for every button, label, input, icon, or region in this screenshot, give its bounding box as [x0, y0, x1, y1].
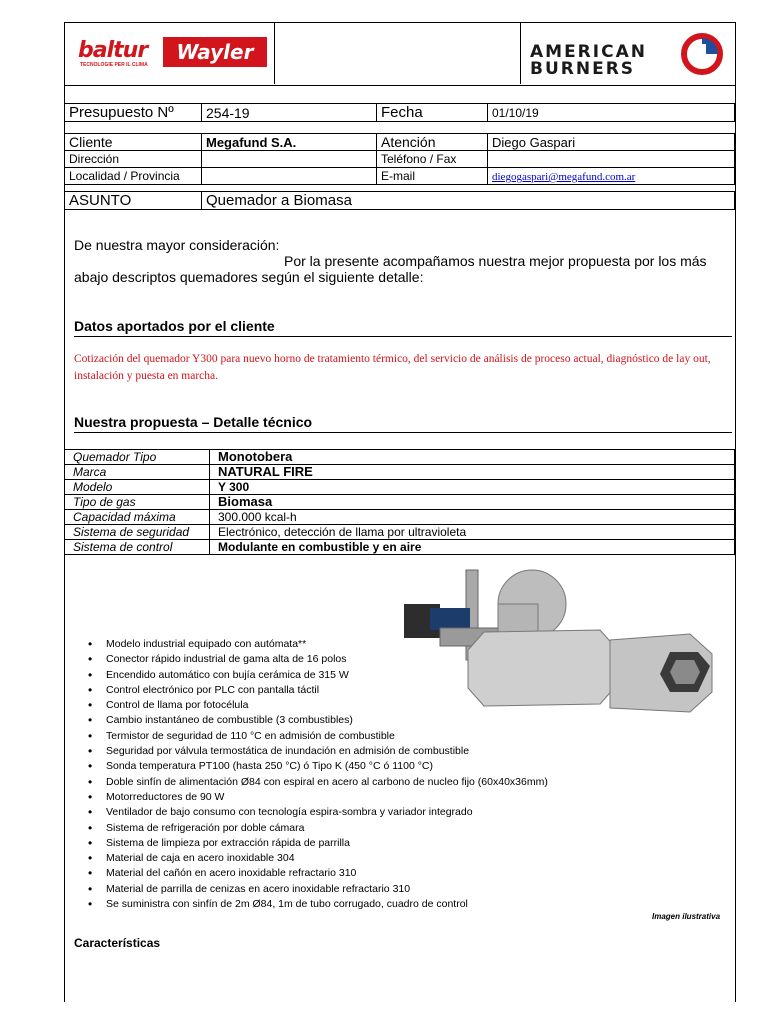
asunto-label: ASUNTO — [65, 192, 202, 210]
spec-row — [65, 450, 735, 465]
proposal-title: Nuestra propuesta – Detalle técnico — [74, 414, 732, 433]
fecha-value: 01/10/19 — [488, 104, 735, 122]
feature-item: • Modelo industrial equipado con autómata** — [86, 637, 548, 652]
telefono-value — [488, 151, 735, 168]
wayler-logo: Wayler — [163, 37, 267, 67]
email-link[interactable]: diegogaspari@megafund.com.ar — [492, 171, 636, 183]
specs-table — [64, 449, 735, 555]
spec-row — [65, 495, 735, 510]
spec-key: Tipo de gas — [65, 495, 210, 510]
cliente-label: Cliente — [65, 134, 202, 151]
american-burners-mark-icon — [680, 32, 724, 76]
spec-key: Sistema de control — [65, 540, 210, 555]
spec-key: Sistema de seguridad — [65, 525, 210, 540]
fecha-label: Fecha — [377, 104, 488, 122]
spec-row — [65, 465, 735, 480]
localidad-value — [202, 168, 377, 185]
spec-key: Quemador Tipo — [65, 450, 210, 465]
feature-item: • Seguridad por válvula termostática de inundación en admisión de combustible — [86, 744, 548, 759]
client-data-text: Cotización del quemador Y300 para nuevo horno de tratamiento térmico, del servicio de análisis de proceso actual, diagnóstico de lay out, instalación y puesta en marcha. — [74, 353, 711, 382]
feature-item: • Se suministra con sinfín de 2m Ø84, 1m de tubo corrugado, cuadro de control — [86, 897, 548, 912]
feature-item: • Material del cañón en acero inoxidable refractario 310 — [86, 866, 548, 881]
quote-table — [64, 103, 735, 122]
spec-value: Y 300 — [210, 480, 735, 495]
baltur-tagline: TECNOLOGIE PER IL CLIMA — [80, 62, 148, 68]
feature-item: • Cambio instantáneo de combustible (3 combustibles) — [86, 713, 548, 728]
atencion-label: Atención — [377, 134, 488, 151]
baltur-logo: baltur — [78, 38, 148, 63]
localidad-label: Localidad / Provincia — [65, 168, 202, 185]
cliente-value: Megafund S.A. — [202, 134, 377, 151]
atencion-value: Diego Gaspari — [488, 134, 735, 151]
telefono-label: Teléfono / Fax — [377, 151, 488, 168]
spec-row — [65, 525, 735, 540]
email-label: E-mail — [377, 168, 488, 185]
feature-item: • Encendido automático con bujía cerámica de 315 W — [86, 668, 548, 683]
spec-row — [65, 540, 735, 555]
spec-key: Marca — [65, 465, 210, 480]
characteristics-title: Características — [74, 936, 161, 950]
feature-item: • Sistema de limpieza por extracción rápida de parrilla — [86, 836, 548, 851]
presupuesto-value: 254-19 — [202, 104, 377, 122]
client-table — [64, 133, 735, 185]
subject-table — [64, 191, 735, 210]
spec-value: NATURAL FIRE — [210, 465, 735, 480]
american-burners-logo — [530, 44, 647, 78]
spec-value: 300.000 kcal-h — [210, 510, 735, 525]
american-text: AMERICAN — [530, 42, 647, 62]
header-divider — [520, 22, 521, 84]
features-list — [86, 637, 548, 912]
direccion-label: Dirección — [65, 151, 202, 168]
page-border-right — [735, 22, 736, 1002]
client-data-title: Datos aportados por el cliente — [74, 318, 732, 337]
intro-greeting: De nuestra mayor consideración: — [74, 237, 280, 253]
spec-value: Biomasa — [210, 495, 735, 510]
feature-item: • Conector rápido industrial de gama alta de 16 polos — [86, 652, 548, 667]
asunto-value: Quemador a Biomasa — [202, 192, 735, 210]
feature-item: • Doble sinfín de alimentación Ø84 con espiral en acero al carbono de nucleo fijo (60x40x36mm) — [86, 775, 548, 790]
direccion-value — [202, 151, 377, 168]
spec-key: Capacidad máxima — [65, 510, 210, 525]
spec-value: Modulante en combustible y en aire — [210, 540, 735, 555]
burners-text: BURNERS — [530, 59, 636, 79]
feature-item: • Control de llama por fotocélula — [86, 698, 548, 713]
image-caption: Imagen ilustrativa — [652, 912, 721, 921]
spec-row — [65, 510, 735, 525]
feature-item: • Motorreductores de 90 W — [86, 790, 548, 805]
spec-row — [65, 480, 735, 495]
presupuesto-label: Presupuesto Nº — [65, 104, 202, 122]
feature-item: • Material de parrilla de cenizas en acero inoxidable refractario 310 — [86, 882, 548, 897]
feature-item: • Sonda temperatura PT100 (hasta 250 °C) ó Tipo K (450 °C ó 1100 °C) — [86, 759, 548, 774]
feature-item: • Control electrónico por PLC con pantalla táctil — [86, 683, 548, 698]
feature-item: • Sistema de refrigeración por doble cámara — [86, 821, 548, 836]
intro-line-2: abajo descriptos quemadores según el siguiente detalle: — [74, 269, 424, 285]
spec-value: Monotobera — [210, 450, 735, 465]
intro-line-1: Por la presente acompañamos nuestra mejor propuesta por los más — [284, 253, 707, 269]
feature-item: • Material de caja en acero inoxidable 304 — [86, 851, 548, 866]
spec-value: Electrónico, detección de llama por ultravioleta — [210, 525, 735, 540]
feature-item: • Ventilador de bajo consumo con tecnología espira-sombra y variador integrado — [86, 805, 548, 820]
header-divider — [274, 22, 275, 84]
spec-key: Modelo — [65, 480, 210, 495]
feature-item: • Termistor de seguridad de 110 °C en admisión de combustible — [86, 729, 548, 744]
